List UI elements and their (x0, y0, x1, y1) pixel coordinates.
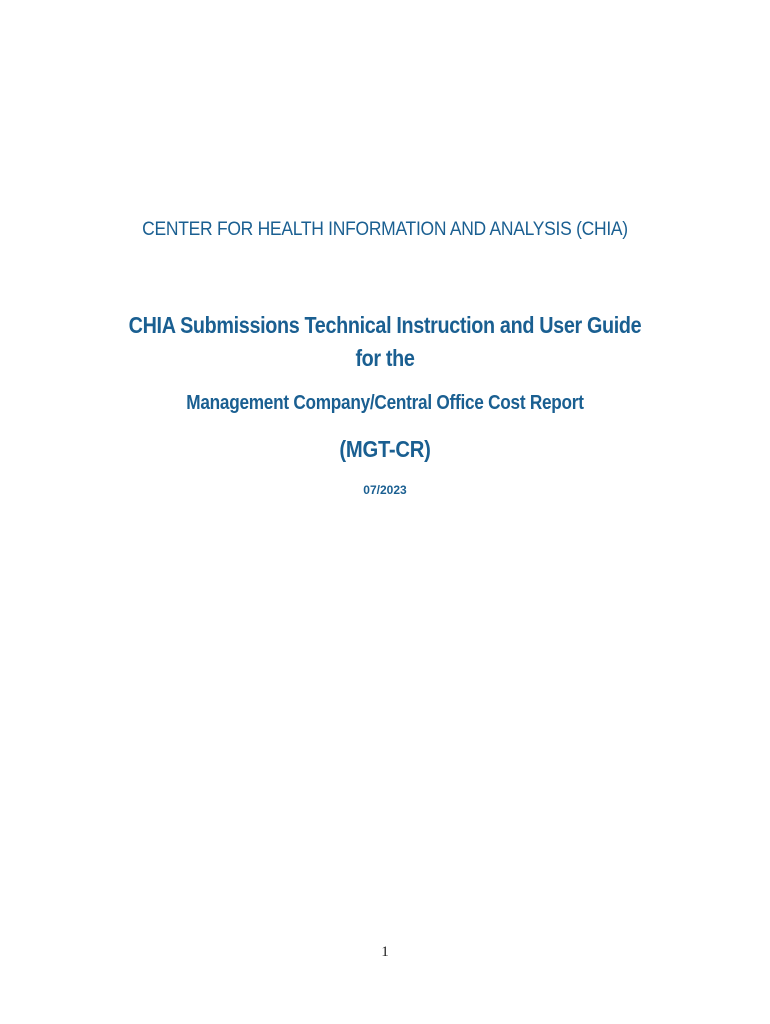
page-number: 1 (381, 944, 389, 960)
report-abbreviation: (MGT-CR) (339, 436, 431, 462)
organization-name: CENTER FOR HEALTH INFORMATION AND ANALYSIS (CHIA) (142, 219, 628, 240)
document-title-line-1: CHIA Submissions Technical Instruction and User Guide (128, 312, 642, 338)
document-title-line-2: for the (355, 345, 415, 371)
document-date: 07/2023 (363, 483, 407, 497)
report-name: Management Company/Central Office Cost Report (186, 392, 584, 414)
